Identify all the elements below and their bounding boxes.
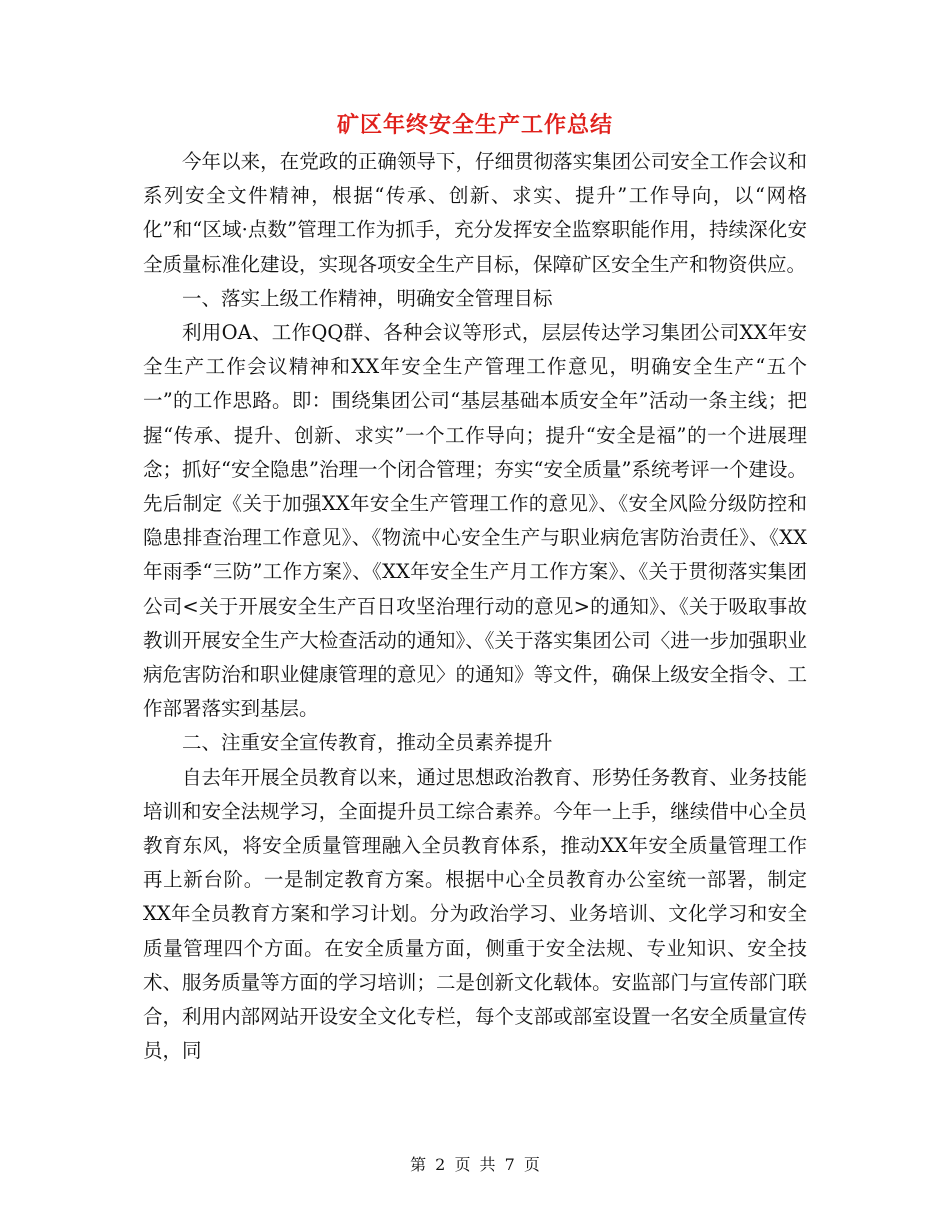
paragraph-intro: 今年以来，在党政的正确领导下，仔细贯彻落实集团公司安全工作会议和系列安全文件精神，根据“传承、创新、求实、提升”工作导向，以“网格化”和“区域·点数”管理工作为抓手，充分发挥安全监察职能作用，持续深化安全质量标准化建设，实现各项安全生产目标，保障矿区安全生产和物资供应。 [143,150,807,276]
section-heading-1: 一、落实上级工作精神，明确安全管理目标 [182,286,553,310]
document-body [143,145,807,1068]
page-number-footer: 第 2 页 共 7 页 [410,1155,540,1174]
paragraph-section-1: 利用OA、工作QQ群、各种会议等形式，层层传达学习集团公司XX年安全生产工作会议精神和XX年安全生产管理工作意见，明确安全生产“五个一”的工作思路。即：围绕集团公司“基层基础本质安全年”活动一条主线；把握“传承、提升、创新、求实”一个工作导向；提升“安全是福”的一个进展理念；抓好“安全隐患”治理一个闭合管理；夯实“安全质量”系统考评一个建设。先后制定《关于加强XX年安全生产管理工作的意见》、《安全风险分级防控和隐患排查治理工作意见》、《物流中心安全生产与职业病危害防治责任》、《XX年雨季“三防”工作方案》、《XX年安全生产月工作方案》、《关于贯彻落实集团公司<关于开展安全生产百日攻坚治理行动的意见>的通知》、《关于吸取事故教训开展安全生产大检查活动的通知》、《关于落实集团公司〈进一步加强职业病危害防治和职业健康管理的意见〉的通知》等文件，确保上级安全指令、工作部署落实到基层。 [143,321,807,721]
paragraph-section-2: 自去年开展全员教育以来，通过思想政治教育、形势任务教育、业务技能培训和安全法规学习，全面提升员工综合素养。今年一上手，继续借中心全员教育东风，将安全质量管理融入全员教育体系，推动XX年安全质量管理工作再上新台阶。一是制定教育方案。根据中心全员教育办公室统一部署，制定XX年全员教育方案和学习计划。分为政治学习、业务培训、文化学习和安全质量管理四个方面。在安全质量方面，侧重于安全法规、专业知识、安全技术、服务质量等方面的学习培训；二是创新文化载体。安监部门与宣传部门联合，利用内部网站开设安全文化专栏，每个支部或部室设置一名安全质量宣传员，同 [143,765,807,1063]
section-heading-2: 二、注重安全宣传教育，推动全员素养提升 [182,731,553,755]
document-title: 矿区年终安全生产工作总结 [336,112,613,138]
